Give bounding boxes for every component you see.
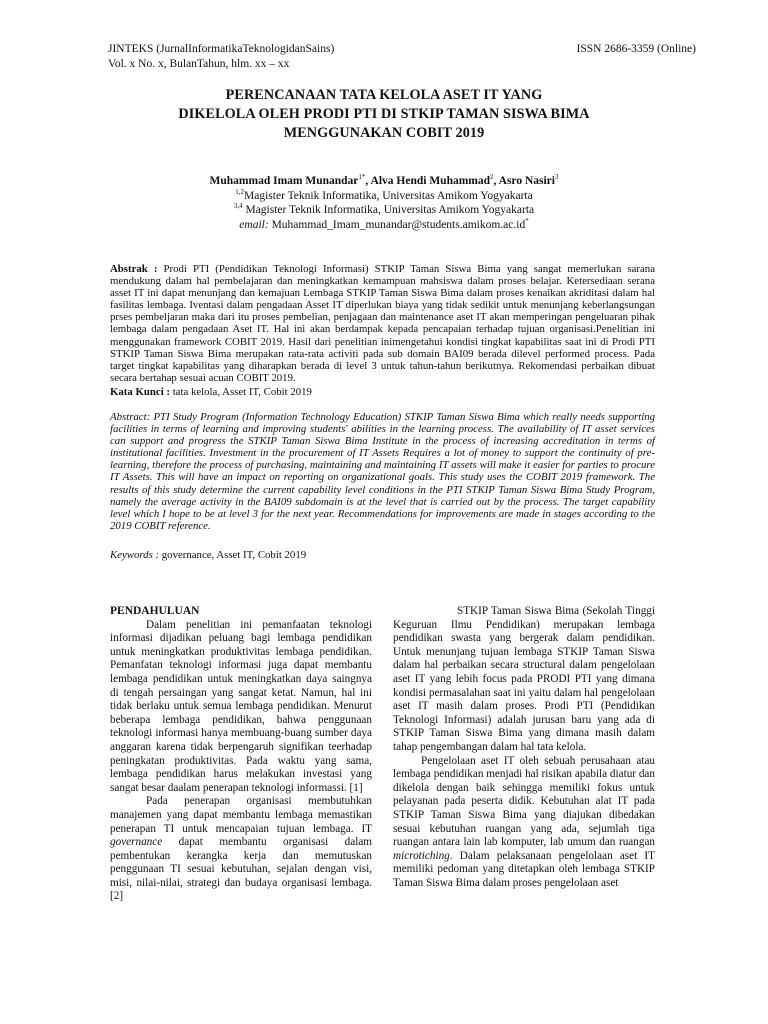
title-line-2: DIKELOLA OLEH PRODI PTI DI STKIP TAMAN SISWA BIMA [178, 106, 590, 122]
affiliation-1-text: Magister Teknik Informatika, Universitas Amikom Yogyakarta [244, 189, 533, 202]
author-2-sup: 2 [490, 173, 494, 182]
left-paragraph-2 [110, 795, 372, 904]
left-column [110, 605, 372, 904]
paper-title [110, 86, 658, 143]
abstract-id [110, 263, 655, 384]
author-1: Muhammad Imam Munandar [209, 175, 359, 187]
issn-label: ISSN 2686-3359 (Online) [576, 43, 696, 55]
abstract-label: Abstrak : [110, 263, 164, 275]
email-line [110, 218, 658, 233]
keywords-id-text: tata kelola, Asset IT, Cobit 2019 [172, 386, 312, 398]
affiliation-2-sup: 3,4 [233, 202, 243, 211]
author-3-sup: 3 [554, 173, 559, 182]
title-line-1: PERENCANAAN TATA KELOLA ASET IT YANG [225, 87, 543, 103]
abstract-en: Abstract: PTI Study Program (Information Technology Education) STKIP Taman Siswa Bima which really needs supporting facilities in terms of learning and improving students' abilities in the learning process. The availability of IT asset services can support and progress the STKIP Taman Siswa Bima Institute in the process of increasing accreditation in terms of institutional facilities. Investment in the procurement of IT Assets Requires a lot of money to support the continuity of pre-learning, therefore the process of purchasing, maintaining and maintaining IT assets will make it easier for parties to procure IT Assets. This will have an impact on reporting on organizational goals. This study uses the COBIT 2019 framework. The results of this study determine the current capability level conditions in the PTI STKIP Taman Siswa Bima Study Program, namely the average activity in the BAI09 subdomain is at the level that is carried out by the process. The target capability level which I hope to be at level 3 for the next year. Recommendations for improvements are made in stages according to the 2019 COBIT reference. [110, 411, 655, 532]
author-sep-1: , [365, 175, 371, 187]
author-block [110, 174, 658, 232]
affiliation-2-text: Magister Teknik Informatika, Universitas Amikom Yogyakarta [242, 204, 535, 216]
left-paragraph-1: Dalam penelitian ini pemanfaatan teknologi informasi dijadikan peluang bagi lembaga pendidikan untuk meningkatkan produktivitas lembaga pendidikan. Pemanfatan teknologi informasi juga dapat membantu lembaga pendidikan untuk meningkatkan daya saingnya di tengah persaingan yang sangat ketat. Namun, hal ini tidak berlaku untuk semua lembaga pendidikan. Menurut beberapa lembaga pendidikan, bahwa penggunaan teknologi informasi hanya membuang-buang sumber daya anggaran karena tidak berpengaruh signifikan teerhadap peningkatan produktivitas. Pada waktu yang sama, lembaga pendidikan harus melakukan investasi yang sangat besar daalam penerapan teknologi informassi. [1] [110, 618, 372, 794]
keywords-en [110, 549, 655, 561]
keywords-en-label: Keywords : [110, 549, 162, 561]
affiliation-2 [110, 203, 658, 218]
author-sep-2: , [493, 175, 499, 187]
running-header-left [108, 42, 334, 72]
right-paragraph-2 [393, 755, 655, 891]
left-p2-italic: governance [110, 836, 163, 849]
affiliation-1-sup: 1,2 [235, 187, 245, 196]
author-1-sup: 1* [358, 173, 366, 182]
email-address: Muhammad_Imam_munandar@students.amikom.ac.id [268, 218, 526, 231]
email-sup: * [525, 216, 529, 225]
keywords-en-text: governance, Asset IT, Cobit 2019 [161, 549, 307, 561]
right-p2-italic: microtiching [393, 849, 450, 862]
section-heading: PENDAHULUAN [110, 605, 200, 617]
right-paragraph-1: STKIP Taman Siswa Bima (Sekolah Tinggi Keguruan Ilmu Pendidikan) merupakan lembaga pendidikan swasta yang bergerak dalam pendidikan. Untuk menunjang tujuan lembaga STKIP Taman Siswa dalam hal perbaikan secara structural dalam pengelolaan aset IT yang lebih focus pada PRODI PTI yang dimana kondisi permasalahan saat ini yaitu dalam hal pengelolaan aset IT masih dalam proses. Prodi PTI (Pendidikan Teknologi Informasi) adalah jurusan baru yang ada di STKIP Taman Siswa Bima yang dimana masih dalam tahap pengembangan dalam hal tata kelola. [393, 605, 655, 753]
affiliation-1 [110, 189, 658, 204]
abstract-text: Prodi PTI (Pendidikan Teknologi Informasi) STKIP Taman Siswa Bima yang sangat memerlukan sarana mendukung dalam hal pembelajaran dan meningkatkan kemampuan mahsiswa dalam proses belajar. Ketersediaan serana asset IT ini dapat menunjang dan kemajuan Lembaga STKIP Taman Siswa Bima dalam proses kenaikan akriditasi dalam hal fasilitas lembaga. Iventasi dalam pengadaan Asset IT diperlukan biaya yang tidak sedikit untuk menunjang keberlangsungan prses pembeljaran maka dari itu proses pembelian, penjagaan dan maintenance aset IT akan memperingan pengeluaran pihak lembaga dalam pengadaan Aset IT. Hal ini akan berdampak kepada pencapaian terhadap tujuan organisasi.Penelitian ini menggunakan framework COBIT 2019. Hasil dari penelitian inimengetahui kondisi tingkat kapabilitas saat ini di Prodi PTI STKIP Taman Siswa Bima merupakan rata-rata activiti pada sub domain BAI09 berada dilevel performed process. Pada target tingkat kapabilitas yang diharapkan berada di level 3 untuk tahun-tahun berikutnya. Rekomendasi perbaikan dibuat secara bertahap sesuai acuan COBIT 2019. [110, 263, 655, 384]
journal-volume: Vol. x No. x, BulanTahun, hlm. xx – xx [108, 58, 290, 70]
right-p2-end: . Dalam pelaksanaan pengelolaan aset IT memiliki pedoman yang ditetapkan oleh lembaga STKIP Taman Siswa Bima dalam proses pengelolaan aset [393, 849, 655, 889]
author-2: Alva Hendi Muhammad [370, 175, 491, 187]
left-p2-start: Pada penerapan organisasi membutuhkan manajemen yang dapat membantu lembaga memastikan penerapan TI untuk mencapaian tujuan lembaga. IT [110, 795, 372, 835]
right-p2-start: Pengelolaan aset IT oleh sebuah perusahaan atau lembaga pendidikan menjadi hal risikan apabila diatur dan dikelola dengan baik sehingga memiliki fokus untuk pelayanan pada peserta didik. Kebutuhan alat IT pada STKIP Taman Siswa Bima yang diajukan dibedakan sesuai kebutuhan ruangan yang ada, sejumlah tiga ruangan antara lain lab komputer, lab umum dan ruangan [393, 754, 655, 849]
title-line-3: MENGGUNAKAN COBIT 2019 [283, 125, 485, 141]
left-p2-end: dapat membantu organisasi dalam pembentukan kerangka kerja dan memutuskan penggunaan TI sesuai kebutuhan, sejalan dengan visi, misi, nilai-nilai, strategi dan budaya organisasi lembaga. [2] [110, 836, 372, 903]
author-3: Asro Nasiri [498, 175, 555, 187]
right-column [393, 605, 655, 890]
keywords-id-label: Kata Kunci : [110, 386, 173, 398]
keywords-id [110, 386, 655, 398]
email-label: email: [239, 218, 269, 231]
journal-name: JINTEKS (JurnalInformatikaTeknologidanSains) [108, 43, 335, 55]
author-names [110, 174, 658, 189]
